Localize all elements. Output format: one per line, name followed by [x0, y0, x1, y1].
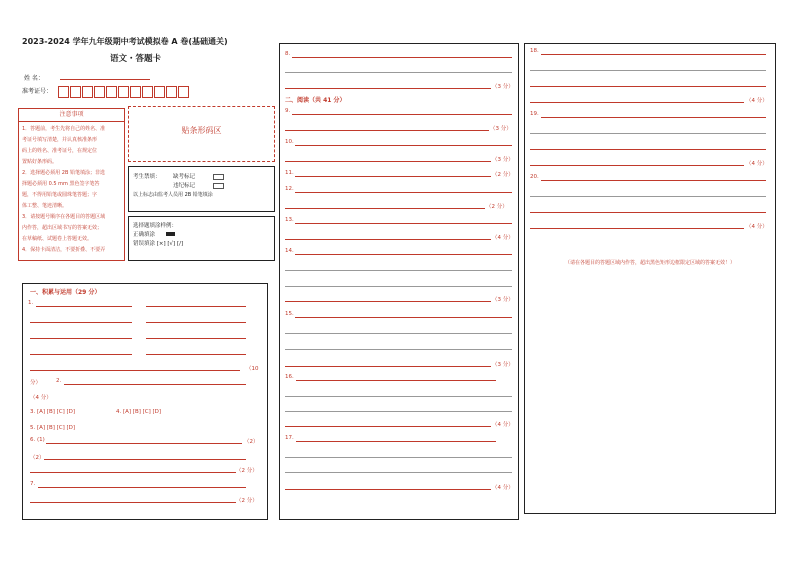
q11-points: （2 分）	[492, 172, 514, 178]
note-line: 码上的姓名、准考证号，在规定位	[22, 148, 98, 154]
q19-answer-line[interactable]	[530, 149, 766, 150]
note-line: 题，不得用铅笔或圆珠笔答题；字	[22, 192, 98, 198]
violation-label: 违纪标记	[173, 183, 196, 189]
notes-box	[18, 108, 125, 261]
q1-points-b: 分）	[30, 380, 42, 386]
q16-number: 16.	[285, 374, 294, 380]
q1-answer-line[interactable]	[30, 338, 132, 339]
page-subtitle: 语文・答题卡	[110, 54, 162, 64]
q6-points-1: （2）	[244, 439, 259, 445]
section3-box	[524, 43, 776, 514]
q18-answer-line[interactable]	[530, 86, 766, 87]
q18-answer-line[interactable]	[530, 102, 744, 103]
q16-answer-line[interactable]	[296, 380, 496, 381]
q18-answer-line[interactable]	[541, 54, 766, 55]
q1-answer-line[interactable]	[146, 322, 246, 323]
q2-number: 2.	[56, 378, 62, 384]
q17-answer-line[interactable]	[285, 472, 512, 473]
q13-answer-line[interactable]	[285, 239, 491, 240]
boundary-warning: （请在各题目的答题区域内作答，超出黑色矩形边框限定区域的答案无效！）	[564, 260, 735, 266]
q4-choices[interactable]: 4. [A] [B] [C] [D]	[116, 409, 162, 415]
q20-number: 20.	[530, 174, 539, 180]
name-label: 姓 名：	[24, 75, 44, 82]
note-line: 内作答，超出区域书写的答案无效；	[22, 225, 103, 231]
q1-number: 1.	[28, 300, 34, 306]
q19-answer-line[interactable]	[541, 117, 766, 118]
q6-part2-number: （2）	[30, 455, 45, 461]
q12-number: 12.	[285, 186, 294, 192]
q7-answer-line[interactable]	[30, 502, 236, 503]
page-title: 2023-2024 学年九年级期中考试模拟卷 A 卷(基础通关)	[22, 37, 228, 46]
q2-answer-line[interactable]	[64, 384, 246, 385]
q13-number: 13.	[285, 217, 294, 223]
q6-number: 6. (1)	[30, 437, 45, 443]
q20-answer-line[interactable]	[530, 228, 744, 229]
q19-answer-line[interactable]	[530, 133, 766, 134]
q7-answer-line[interactable]	[38, 487, 246, 488]
q16-answer-line[interactable]	[285, 396, 512, 397]
q17-answer-line[interactable]	[285, 457, 512, 458]
q14-number: 14.	[285, 248, 294, 254]
q13-answer-line[interactable]	[295, 223, 512, 224]
note-line: 在草稿纸、试题卷上答题无效。	[22, 236, 93, 242]
name-field[interactable]	[60, 79, 150, 80]
q1-points-a: （10	[246, 366, 259, 372]
exam-mark-title: 考生禁填：	[133, 174, 161, 180]
q7-number: 7.	[30, 481, 36, 487]
q15-points: （3 分）	[492, 362, 514, 368]
id-label: 准考证号：	[22, 88, 53, 95]
violation-checkbox[interactable]	[213, 183, 224, 189]
note-line: 3．请按题号顺序在各题目的答题区域	[22, 214, 106, 220]
q20-answer-line[interactable]	[530, 196, 766, 197]
fill-sample-box	[128, 216, 275, 261]
q17-number: 17.	[285, 435, 294, 441]
q8-answer-line[interactable]	[285, 72, 512, 73]
note-line: 考证号填写清楚，并认真核准条形	[22, 137, 98, 143]
q2-points: （4 分）	[30, 395, 52, 401]
note-line: 4．保持卡面清洁，不要折叠、不要弄	[22, 247, 106, 253]
q20-answer-line[interactable]	[530, 212, 766, 213]
q1-answer-line[interactable]	[30, 370, 240, 371]
q5-choices[interactable]: 5. [A] [B] [C] [D]	[30, 425, 76, 431]
q18-answer-line[interactable]	[530, 70, 766, 71]
q15-answer-line[interactable]	[295, 317, 512, 318]
q1-answer-line[interactable]	[30, 322, 132, 323]
exam-mark-box	[128, 166, 275, 212]
section1-box	[22, 283, 268, 520]
q10-points: （3 分）	[492, 157, 514, 163]
q17-answer-line[interactable]	[296, 441, 496, 442]
q3-choices[interactable]: 3. [A] [B] [C] [D]	[30, 409, 76, 415]
q11-answer-line[interactable]	[295, 176, 491, 177]
q16-points: （4 分）	[492, 422, 514, 428]
q8-number: 8.	[285, 51, 291, 57]
section2-title: 二、阅读（共 41 分）	[285, 97, 346, 104]
q8-answer-line[interactable]	[292, 57, 512, 58]
q16-answer-line[interactable]	[285, 411, 512, 412]
q6-answer-line[interactable]	[30, 472, 236, 473]
correct-fill-sample	[166, 232, 175, 236]
q14-answer-line[interactable]	[285, 286, 512, 287]
note-line: 择题必须用 0.5 mm 黑色签字笔答	[22, 181, 100, 187]
exam-mark-note: 以上标志由监考人员用 2B 铅笔填涂	[133, 192, 213, 198]
q1-answer-line[interactable]	[146, 306, 246, 307]
q18-points: （4 分）	[746, 98, 768, 104]
q15-number: 15.	[285, 311, 294, 317]
absent-label: 缺考标记	[173, 174, 196, 180]
note-line: 2．选择题必须用 2B 铅笔填涂；非选	[22, 170, 105, 176]
q12-points: （2 分）	[486, 204, 508, 210]
section1-title: 一、积累与运用（29 分）	[30, 289, 101, 296]
q10-answer-line[interactable]	[285, 161, 491, 162]
q9-answer-line[interactable]	[292, 114, 512, 115]
wrong-fill-label: 错误填涂 [×] [√] [/]	[133, 241, 184, 247]
q15-answer-line[interactable]	[285, 333, 512, 334]
note-line: 体工整、笔迹清晰。	[22, 203, 68, 209]
notes-title: 注意事项	[19, 109, 124, 122]
q17-points: （4 分）	[492, 485, 514, 491]
q1-answer-line[interactable]	[146, 338, 246, 339]
q13-points: （4 分）	[492, 235, 514, 241]
q15-answer-line[interactable]	[285, 349, 512, 350]
q9-points: （3 分）	[490, 126, 512, 132]
q15-answer-line[interactable]	[285, 366, 491, 367]
fill-sample-title: 选择题填涂样例：	[133, 223, 178, 229]
q18-number: 18.	[530, 48, 539, 54]
q12-answer-line[interactable]	[285, 208, 485, 209]
q19-points: （4 分）	[746, 161, 768, 167]
q6-answer-line[interactable]	[46, 443, 242, 444]
correct-fill-label: 正确填涂	[133, 232, 156, 238]
q19-number: 19.	[530, 111, 539, 117]
q14-answer-line[interactable]	[295, 254, 512, 255]
q9-number: 9.	[285, 108, 291, 114]
q9-answer-line[interactable]	[285, 130, 489, 131]
q1-answer-line[interactable]	[36, 306, 132, 307]
q14-points: （3 分）	[492, 297, 514, 303]
absent-checkbox[interactable]	[213, 174, 224, 180]
barcode-area	[128, 106, 275, 162]
q8-answer-line[interactable]	[285, 88, 491, 89]
q20-points: （4 分）	[746, 224, 768, 230]
q6-points-2: （2 分）	[236, 468, 258, 474]
note-line: 1．答题前，考生先将自己的姓名、准	[22, 126, 106, 132]
q8-points: （3 分）	[492, 84, 514, 90]
q14-answer-line[interactable]	[285, 301, 491, 302]
barcode-label: 贴条形码区	[181, 126, 222, 135]
q10-answer-line[interactable]	[295, 145, 512, 146]
q11-number: 11.	[285, 170, 294, 176]
q14-answer-line[interactable]	[285, 270, 512, 271]
note-line: 置贴好条形码。	[22, 159, 58, 165]
q20-answer-line[interactable]	[541, 180, 766, 181]
q12-answer-line[interactable]	[295, 192, 512, 193]
q19-answer-line[interactable]	[530, 165, 744, 166]
q6-answer-line[interactable]	[44, 459, 246, 460]
q7-points: （2 分）	[236, 498, 258, 504]
q16-answer-line[interactable]	[285, 426, 491, 427]
q17-answer-line[interactable]	[285, 489, 491, 490]
q1-answer-line[interactable]	[30, 354, 132, 355]
q10-number: 10.	[285, 139, 294, 145]
q1-answer-line[interactable]	[146, 354, 246, 355]
